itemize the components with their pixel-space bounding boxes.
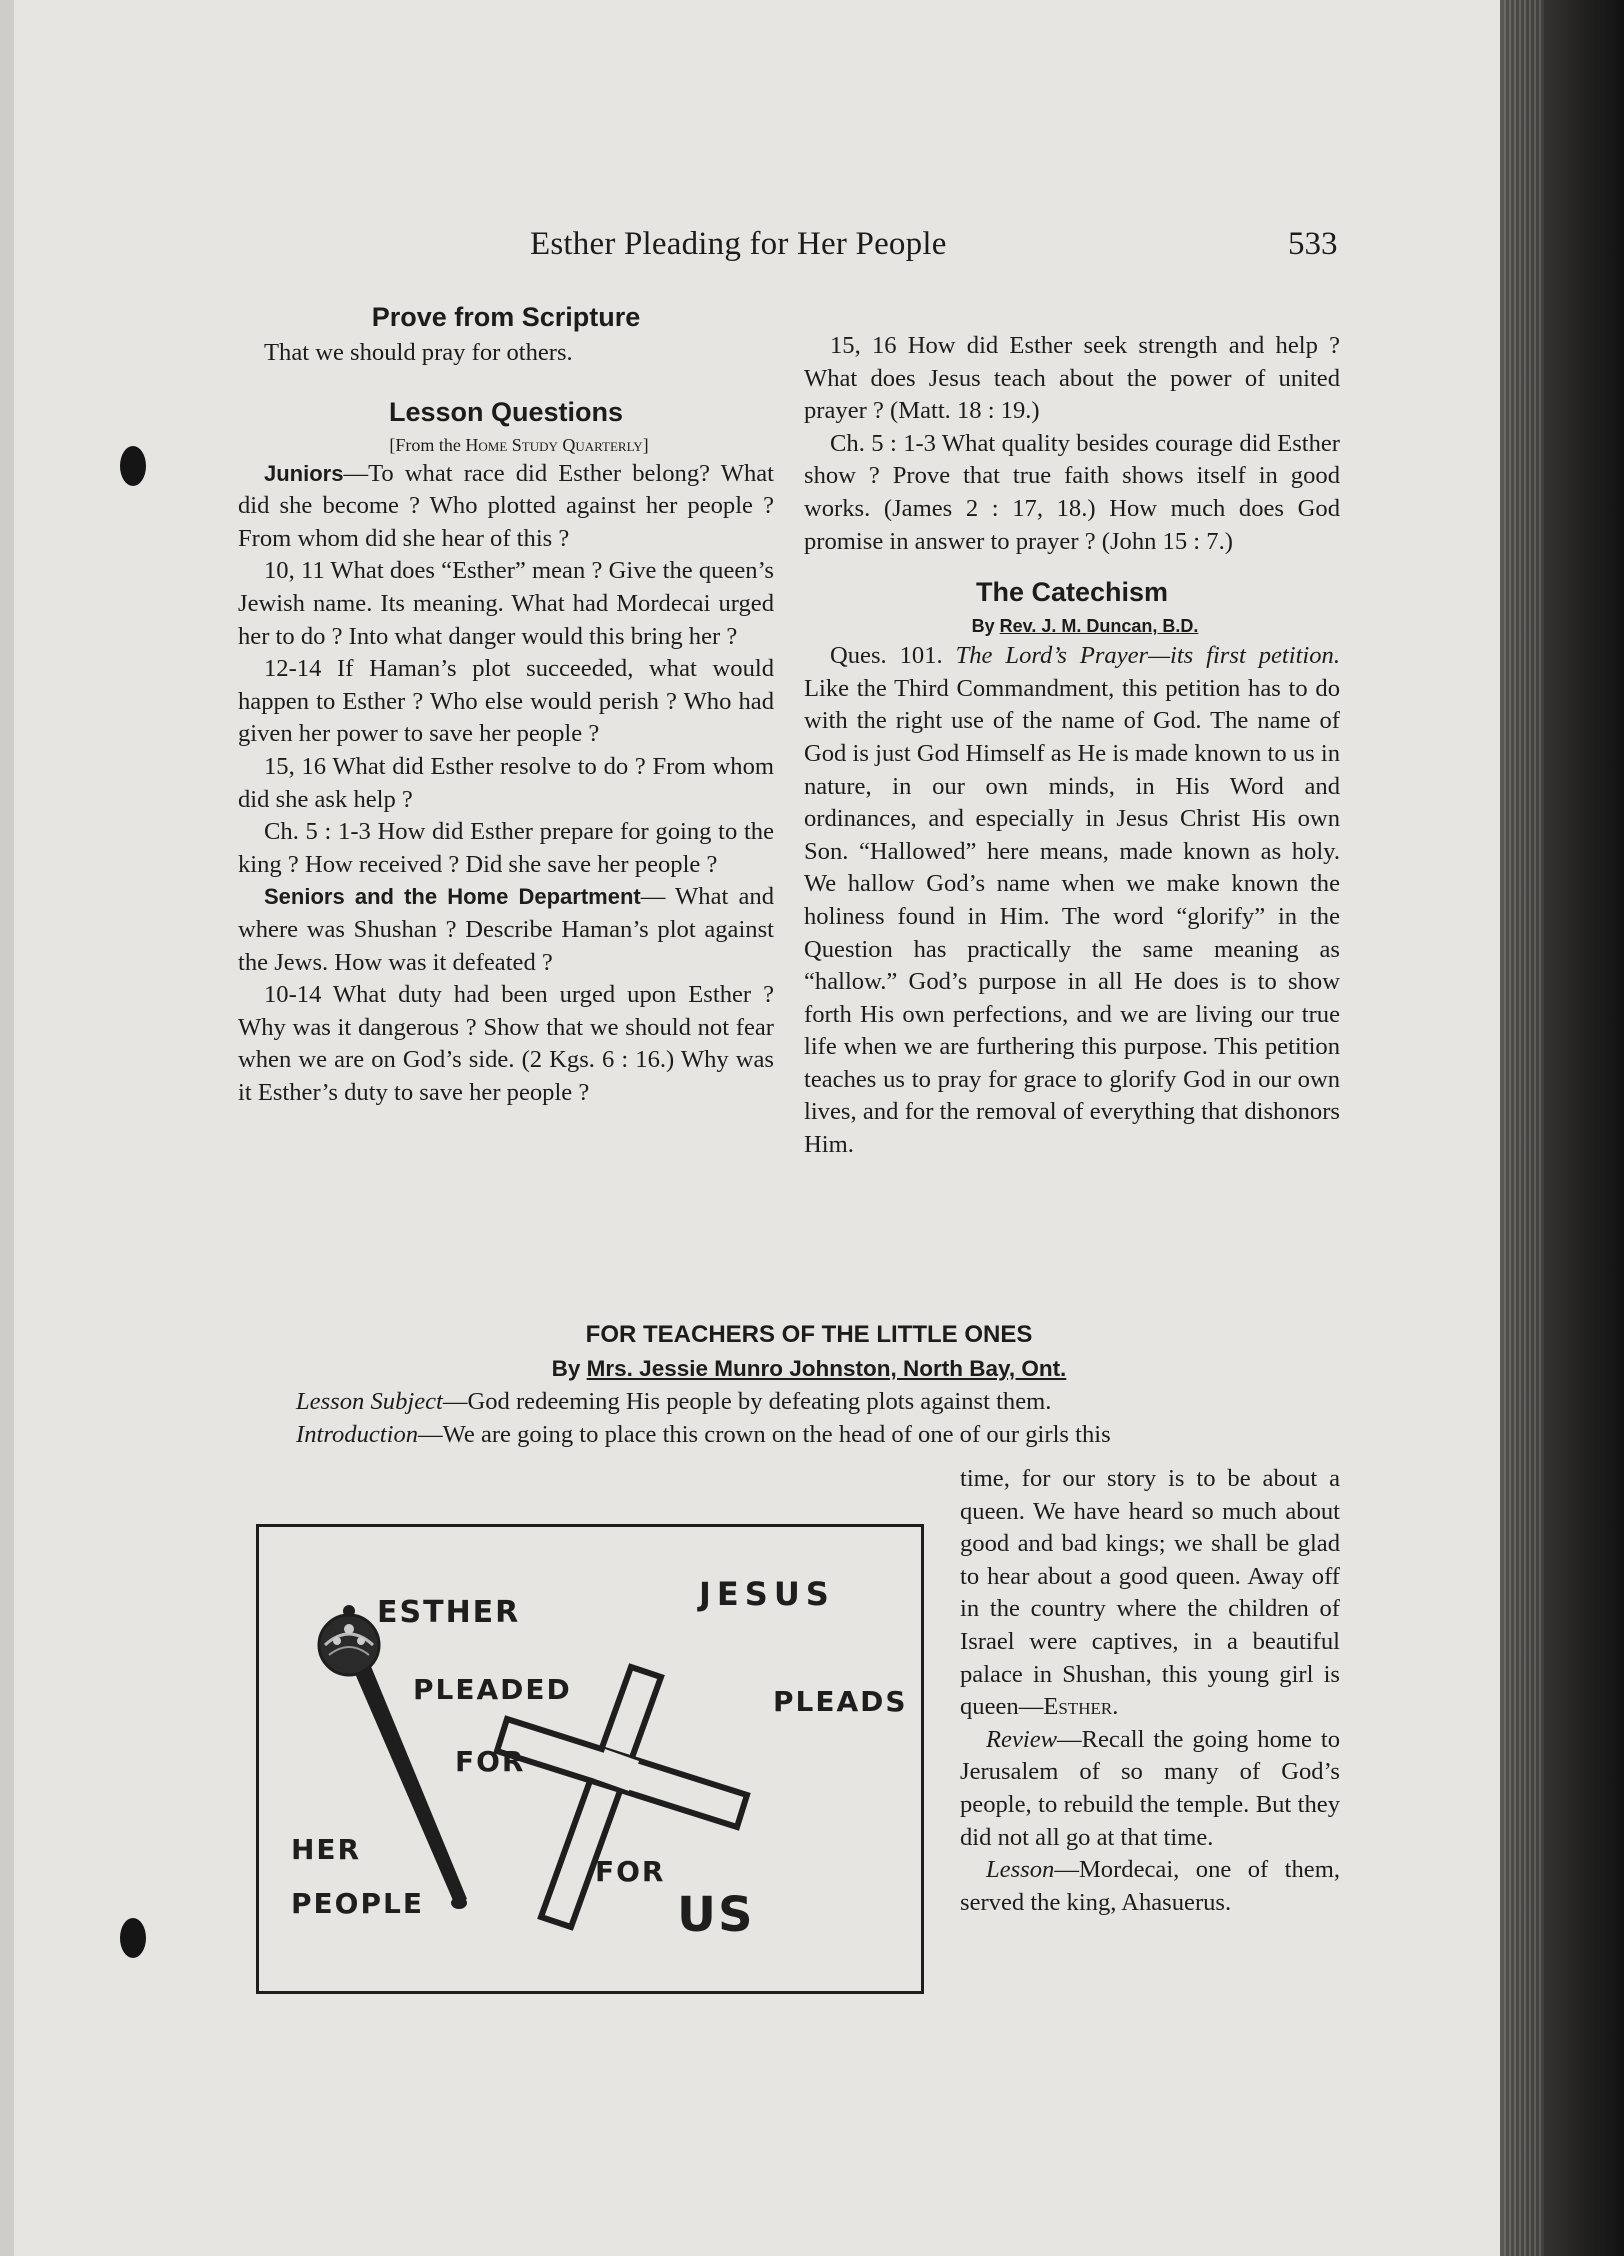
teachers-byline [238, 1352, 1340, 1386]
intro-name: Esther [1043, 1693, 1113, 1721]
word-pleads: PLEADS [773, 1685, 908, 1718]
seniors-question-ch5: Ch. 5 : 1-3 What quality besides courage did Esther show ? Prove that true faith shows itself in good works. (James 2 : 17, 18.) How much does God promise in answer to prayer ? (John 15 : 7.) [804, 429, 1340, 555]
juniors-text: —To what race did Esther belong? What did she become ? Who plotted against her people ? From whom did she hear of this ? [238, 459, 774, 552]
intro-continued [960, 1463, 1340, 1724]
binder-hole [120, 446, 146, 486]
introduction [238, 1419, 1340, 1452]
right-column [804, 330, 1340, 1162]
subject-text: —God redeeming His people by defeating plots against them. [442, 1388, 1052, 1415]
lesson-subject [238, 1386, 1340, 1419]
byline-name: Rev. J. M. Duncan, B.D. [999, 616, 1199, 637]
prove-text: That we should pray for others. [264, 339, 573, 366]
word-her: HER [291, 1833, 362, 1866]
intro-end: . [1112, 1693, 1119, 1721]
left-column [238, 297, 774, 1109]
intro-text: —We are going to place this crown on the head of one of our girls this [418, 1420, 1111, 1448]
seniors-text: — What and where was Shushan ? Describe Haman’s plot against the Jews. How was it defeated ? [238, 883, 774, 976]
seniors-paragraph [238, 881, 774, 979]
teachers-title: FOR TEACHERS OF THE LITTLE ONES [585, 1321, 1033, 1348]
review-paragraph [960, 1724, 1340, 1854]
page-number: 533 [1288, 226, 1338, 262]
question-ch5: Ch. 5 : 1-3 How did Esther prepare for going to the king ? How received ? Did she save her people ? [238, 818, 774, 878]
source-note [238, 432, 774, 458]
question-12-14: 12-14 If Haman’s plot succeeded, what would happen to Esther ? Who else would perish ? Who had given her power to save her people ? [238, 655, 774, 748]
byline-name: Mrs. Jessie Munro Johnston, North Bay, Ont. [586, 1356, 1067, 1381]
question-10-11: 10, 11 What does “Esther” mean ? Give the queen’s Jewish name. Its meaning. What had Mordecai urged her to do ? Into what danger would this bring her ? [238, 557, 774, 650]
seniors-question-15-16: 15, 16 How did Esther seek strength and help ? What does Jesus teach about the power of united prayer ? (Matt. 18 : 19.) [804, 332, 1340, 425]
seniors-label: Seniors and the Home Department [264, 884, 641, 910]
question-15-16: 15, 16 What did Esther resolve to do ? From whom did she ask help ? [238, 752, 774, 813]
question-number: Ques. 101. [830, 642, 943, 670]
word-pleaded: PLEADED [413, 1673, 572, 1706]
source-suffix: ] [642, 434, 649, 455]
lesson-questions-heading: Lesson Questions [388, 396, 624, 427]
teachers-section [238, 1318, 1340, 1451]
blackboard-illustration [256, 1524, 924, 1994]
catechism-body: Like the Third Commandment, this petition has to do with the right use of the name of God. The name of God is just God Himself as He is made known to us in nature, in our own minds, in His Word and ordinances, and especially in Jesus Christ His own Son. “Hallowed” here means, made known as holy. We hallow God’s name when we make known the holiness found in Him. The word “glorify” in the Question has practically the same meaning as “hallow.” God’s purpose in all He does is to show forth His own perfections, and we are living our true life when we are furthering this purpose. This petition teaches us to pray for grace to glorify God in our own lives, and for the removal of everything that dishonors Him. [804, 674, 1340, 1159]
lesson-label: Lesson [986, 1856, 1055, 1884]
word-for-left: FOR [455, 1745, 526, 1778]
word-jesus: JESUS [699, 1575, 835, 1613]
teachers-wrap-column [960, 1463, 1340, 1919]
juniors-paragraph [238, 458, 774, 556]
intro-label: Introduction [296, 1420, 419, 1448]
binder-hole [120, 1918, 146, 1958]
source-prefix: [From the [389, 434, 466, 455]
running-head: Esther Pleading for Her People [530, 226, 947, 262]
lesson-paragraph [960, 1854, 1340, 1919]
left-page-edge [0, 0, 14, 2256]
catechism-byline [804, 612, 1340, 640]
source-name: Home Study Quarterly [465, 434, 643, 455]
question-title: The Lord’s Prayer—its first petition. [955, 642, 1340, 670]
word-us: US [677, 1887, 755, 1943]
page-edges [1504, 0, 1544, 2256]
word-for-right: FOR [595, 1855, 666, 1888]
lesson-text: —Mordecai, one of them, served the king, Ahasuerus. [960, 1856, 1340, 1916]
review-text: —Recall the going home to Jerusalem of so many of God’s people, to rebuild the temple. But they did not all go at that time. [960, 1725, 1340, 1851]
word-people: PEOPLE [291, 1887, 424, 1920]
intro-cont: time, for our story is to be about a queen. We have heard so much about good and bad kings; we shall be glad to hear about a good queen. Away off in the country where the children of Israel were captives, in a beautiful palace in Shushan, this young girl is queen— [960, 1465, 1340, 1721]
catechism-text [804, 640, 1340, 1162]
juniors-label: Juniors [264, 460, 344, 486]
seniors-question-10-14: 10-14 What duty had been urged upon Esther ? Why was it dangerous ? Show that we should not fear when we are on God’s side. (2 Kgs. 6 : 16.) Why was it Esther’s duty to save her people ? [238, 981, 774, 1106]
word-esther: ESTHER [377, 1595, 521, 1630]
prove-heading: Prove from Scripture [371, 302, 641, 332]
subject-label: Lesson Subject [296, 1388, 443, 1415]
review-label: Review [986, 1725, 1058, 1753]
catechism-heading: The Catechism [975, 577, 1169, 608]
byline-prefix: By [551, 1356, 587, 1381]
byline-prefix: By [971, 616, 1000, 637]
